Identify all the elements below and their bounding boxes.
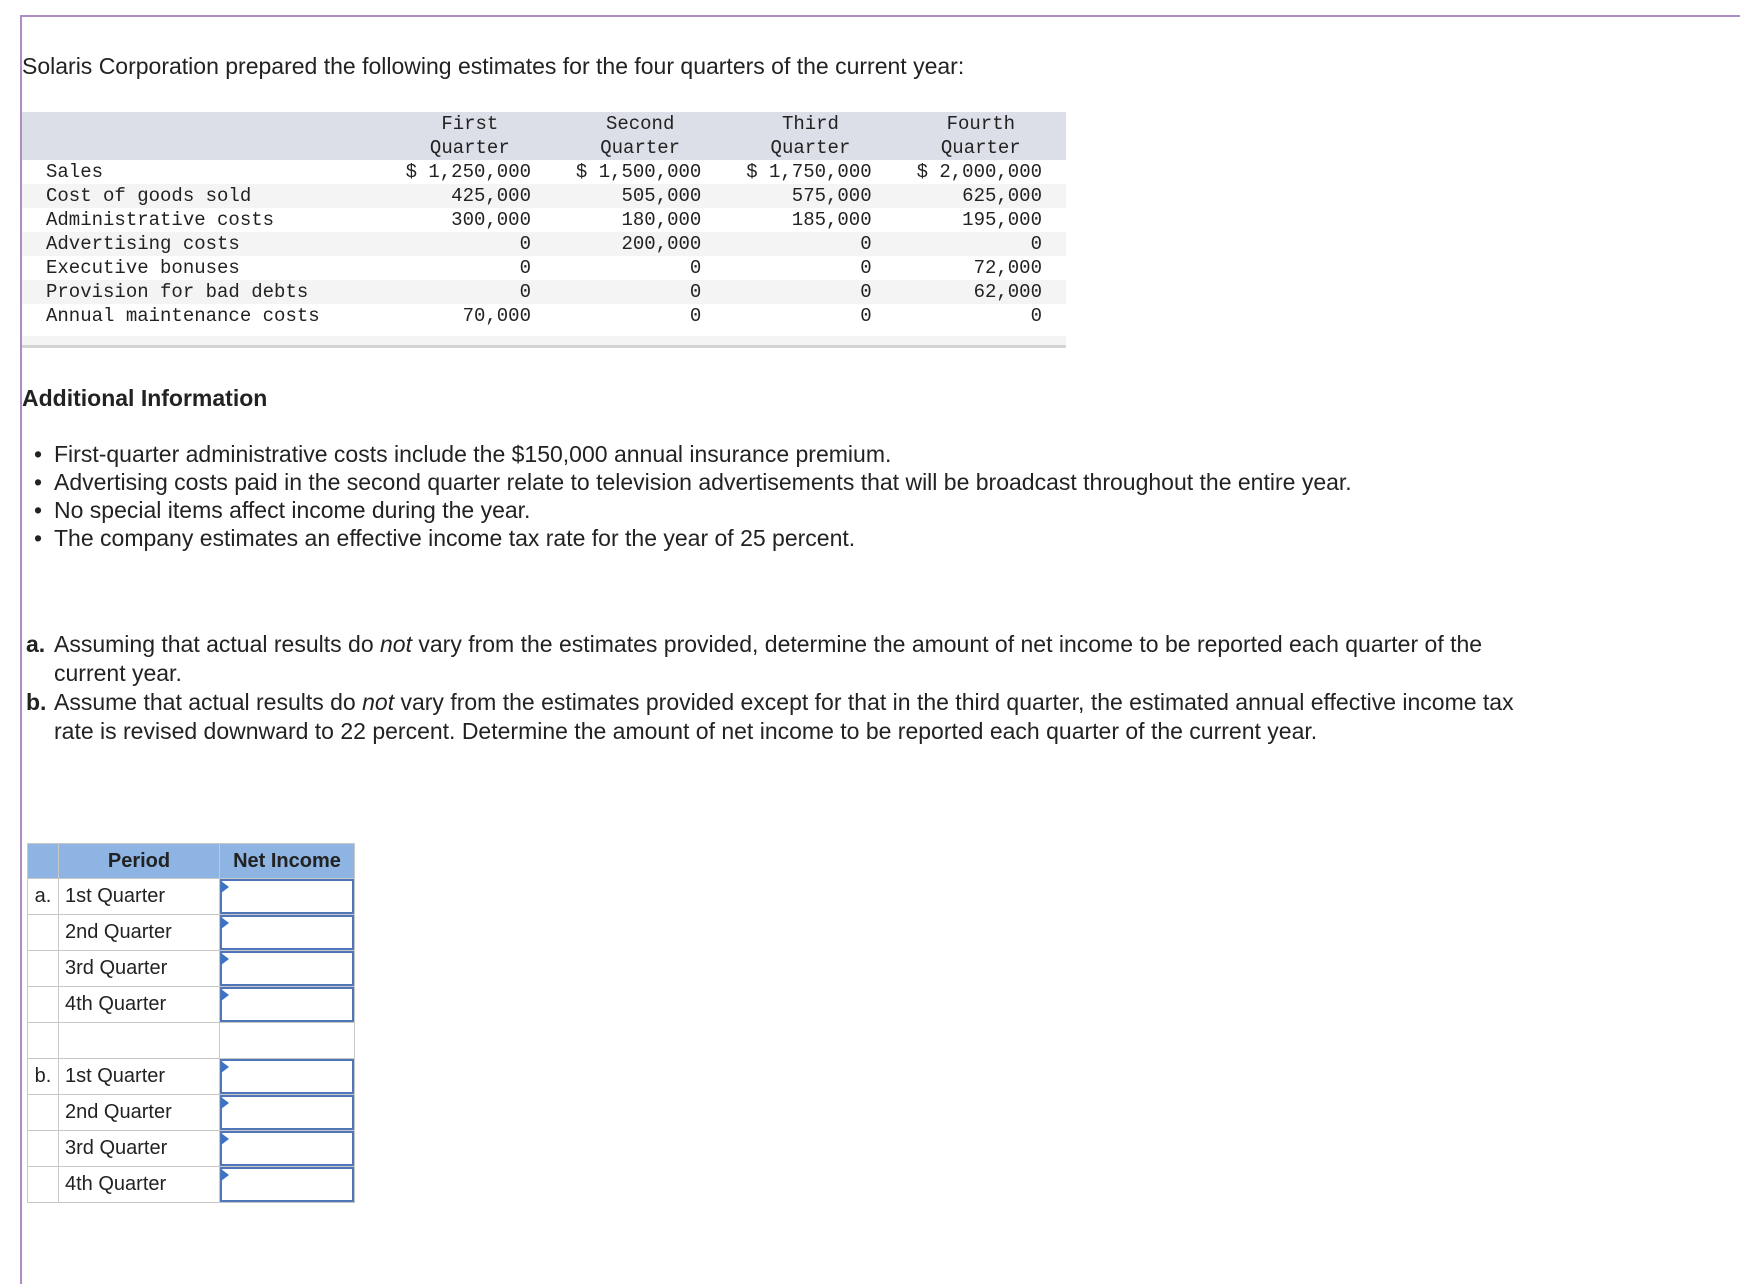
cell-value: 0 (385, 280, 555, 304)
cell-value: 200,000 (555, 232, 725, 256)
question-a-label: a. (26, 631, 46, 657)
cell-value: $ 1,750,000 (746, 161, 872, 183)
net-income-a-q3-cell (220, 951, 355, 987)
cell-value: 0 (860, 257, 872, 279)
cell-value: 0 (519, 257, 531, 279)
input-marker-icon (221, 917, 229, 929)
letter-blank (28, 1167, 59, 1203)
question-b-label: b. (26, 689, 47, 715)
list-item: • No special items affect income during the year. (34, 497, 531, 523)
letter-blank (28, 987, 59, 1023)
estimates-table-footer (22, 336, 1066, 348)
net-income-blank (220, 1023, 355, 1059)
answer-header-row (28, 844, 355, 879)
row-label: Sales (46, 161, 104, 183)
additional-info-list (22, 440, 1352, 552)
cell-value: 625,000 (896, 184, 1066, 208)
header-third-quarter: Third Quarter (725, 112, 895, 160)
cell-value: 0 (689, 257, 702, 279)
cell-value: $ 2,000,000 (916, 161, 1042, 183)
net-income-b-q2-input[interactable] (220, 1095, 354, 1130)
period-label: 3rd Quarter (59, 951, 220, 987)
cell-value: 575,000 (725, 184, 895, 208)
cell-value: 195,000 (962, 209, 1042, 231)
cell-value: 62,000 (896, 280, 1066, 304)
cell-value: 0 (896, 232, 1066, 256)
row-label: Administrative costs (46, 209, 275, 231)
estimates-row-advertising (22, 232, 1066, 256)
additional-info-title: Additional Information (22, 385, 268, 411)
input-marker-icon (221, 1169, 229, 1181)
row-label: Cost of goods sold (22, 184, 385, 208)
cell-value: 180,000 (621, 209, 702, 231)
cell-value: 425,000 (385, 184, 555, 208)
bullet-icon: • (34, 469, 43, 495)
cell-value: 0 (860, 305, 872, 327)
row-label: Provision for bad debts (22, 280, 385, 304)
intro-text: Solaris Corporation prepared the following estimates for the four quarters of the current year: (22, 53, 965, 79)
input-marker-icon (221, 953, 229, 965)
table-row (28, 879, 355, 915)
cell-value: 72,000 (973, 257, 1042, 279)
estimates-row-admin (22, 208, 1066, 232)
list-item: • The company estimates an effective income tax rate for the year of 25 percent. (34, 525, 856, 551)
cell-value: 70,000 (462, 305, 531, 327)
period-label: 3rd Quarter (59, 1131, 220, 1167)
letter-blank (28, 1095, 59, 1131)
part-b-letter: b. (28, 1059, 59, 1095)
net-income-a-q1-input[interactable] (220, 879, 354, 914)
answer-header-period: Period (59, 844, 220, 879)
table-row (28, 951, 355, 987)
period-label: 4th Quarter (59, 987, 220, 1023)
net-income-b-q1-cell (220, 1059, 355, 1095)
bullet-icon: • (34, 525, 43, 551)
period-label: 2nd Quarter (59, 915, 220, 951)
net-income-a-q2-cell (220, 915, 355, 951)
input-marker-icon (221, 1133, 229, 1145)
input-marker-icon (221, 1097, 229, 1109)
estimates-row-bonuses (22, 256, 1066, 280)
period-label: 2nd Quarter (59, 1095, 220, 1131)
estimates-header-blank (22, 112, 385, 160)
estimates-row-sales (22, 160, 1066, 184)
net-income-a-q4-input[interactable] (220, 987, 354, 1022)
cell-value: 185,000 (791, 209, 872, 231)
net-income-answer-table (27, 843, 355, 1203)
cell-value: 0 (725, 232, 895, 256)
cell-value: 0 (725, 280, 895, 304)
row-label: Executive bonuses (46, 257, 240, 279)
net-income-a-q2-input[interactable] (220, 915, 354, 950)
input-marker-icon (221, 989, 229, 1001)
cell-value: $ 1,500,000 (575, 161, 702, 183)
table-row (28, 1167, 355, 1203)
header-fourth-quarter: Fourth Quarter (896, 112, 1066, 160)
table-row (28, 915, 355, 951)
list-item: • Advertising costs paid in the second quarter relate to television advertisements that will be broadcast throughout the entire year. (34, 469, 1352, 495)
input-marker-icon (221, 881, 229, 893)
letter-blank (28, 951, 59, 987)
net-income-b-q4-cell (220, 1167, 355, 1203)
net-income-b-q1-input[interactable] (220, 1059, 354, 1094)
net-income-a-q1-cell (220, 879, 355, 915)
net-income-a-q3-input[interactable] (220, 951, 354, 986)
estimates-header-row (22, 112, 1066, 160)
cell-value: 0 (689, 305, 702, 327)
table-row (28, 987, 355, 1023)
estimates-row-cogs (22, 184, 1066, 208)
net-income-b-q2-cell (220, 1095, 355, 1131)
cell-value: 0 (385, 232, 555, 256)
questions (26, 630, 1526, 746)
letter-blank (28, 1131, 59, 1167)
period-blank (59, 1023, 220, 1059)
estimates-row-bad-debts (22, 280, 1066, 304)
table-row (28, 1095, 355, 1131)
net-income-b-q3-cell (220, 1131, 355, 1167)
bullet-icon: • (34, 441, 43, 467)
input-marker-icon (221, 1061, 229, 1073)
period-label: 4th Quarter (59, 1167, 220, 1203)
answer-header-net-income: Net Income (220, 844, 355, 879)
question-a: a. Assuming that actual results do not vary from the estimates provided, determine the amount of net income to be reported each quarter of the current year. (26, 631, 1483, 686)
net-income-b-q4-input[interactable] (220, 1167, 354, 1202)
period-label: 1st Quarter (59, 879, 220, 915)
estimates-row-maintenance (22, 304, 1066, 328)
answer-header-blank (28, 844, 59, 879)
row-label: Annual maintenance costs (46, 305, 320, 327)
cell-value: $ 1,250,000 (405, 161, 531, 183)
net-income-b-q3-input[interactable] (220, 1131, 354, 1166)
net-income-a-q4-cell (220, 987, 355, 1023)
cell-value: 0 (1030, 305, 1042, 327)
row-label: Advertising costs (22, 232, 385, 256)
table-row-spacer (28, 1023, 355, 1059)
part-a-letter: a. (28, 879, 59, 915)
cell-value: 0 (555, 280, 725, 304)
period-label: 1st Quarter (59, 1059, 220, 1095)
bullet-icon: • (34, 497, 43, 523)
table-row (28, 1059, 355, 1095)
estimates-table (22, 112, 1066, 328)
header-second-quarter: Second Quarter (555, 112, 725, 160)
letter-blank (28, 1023, 59, 1059)
question-b: b. Assume that actual results do not vary from the estimates provided except for that in the third quarter, the estimated annual effective income tax rate is revised downward to 22 percent. Determine the amount of net income to be reported each quarter of the current year. (26, 689, 1514, 744)
table-row (28, 1131, 355, 1167)
list-item: • First-quarter administrative costs include the $150,000 annual insurance premium. (34, 441, 892, 467)
letter-blank (28, 915, 59, 951)
cell-value: 505,000 (555, 184, 725, 208)
cell-value: 300,000 (451, 209, 531, 231)
header-first-quarter: First Quarter (385, 112, 555, 160)
frame-top-border (20, 15, 1740, 17)
